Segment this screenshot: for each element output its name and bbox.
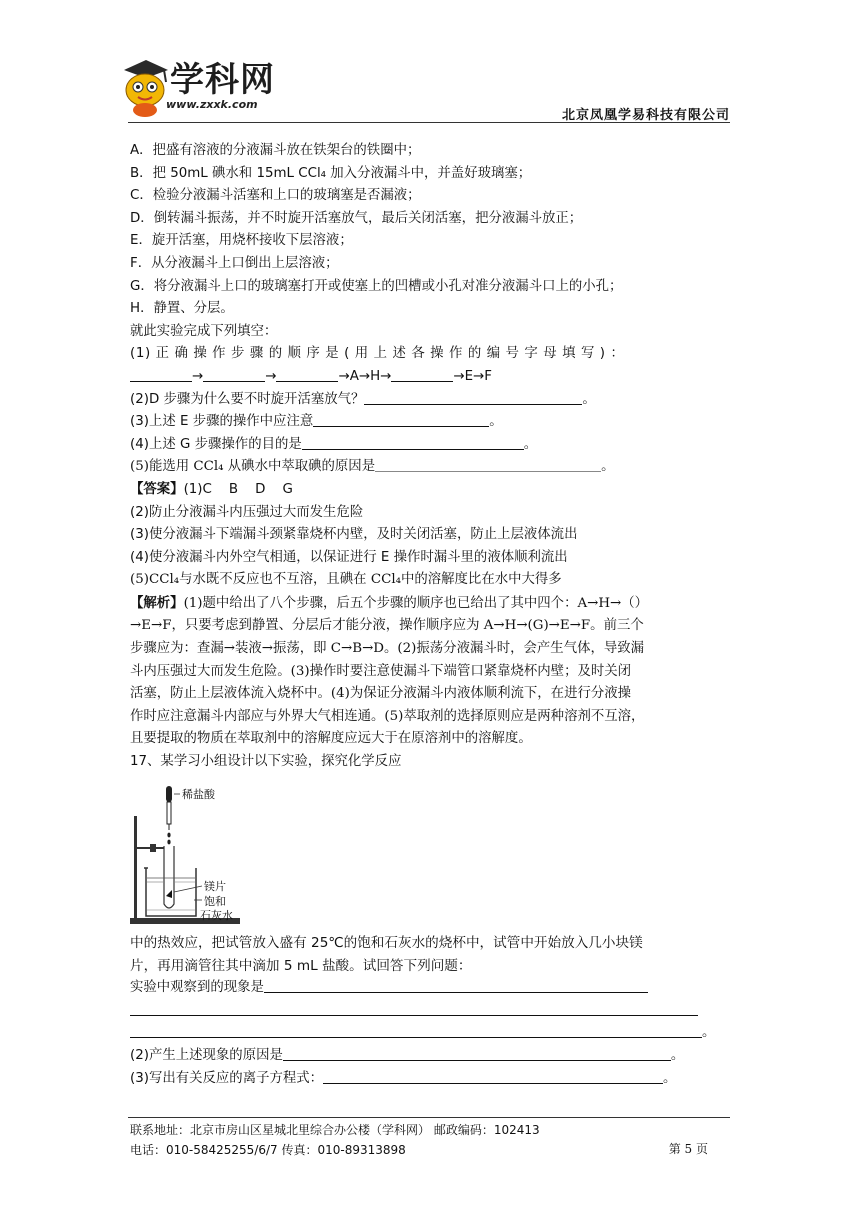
step-b: B．把 50mL 碘水和 15mL CCl₄ 加入分液漏斗中，并盖好玻璃塞； bbox=[130, 165, 532, 181]
observation-line-3: 。 bbox=[130, 1022, 730, 1045]
explanation-6: 作时应注意漏斗内部应与外界大气相连通。(5)萃取剂的选择原则应是两种溶剂不互溶， bbox=[130, 708, 645, 724]
label-magnesium: 镁片 bbox=[204, 880, 226, 893]
answer-2: (2)防止分液漏斗内压强过大而发生危险 bbox=[130, 504, 364, 520]
answer-blank[interactable] bbox=[323, 1069, 663, 1084]
explanation-7: 且要提取的物质在萃取剂中的溶解度应远大于在原溶剂中的溶解度。 bbox=[130, 731, 532, 747]
step-e: E．旋开活塞，用烧杯接收下层溶液； bbox=[130, 233, 353, 249]
question-1-sequence: → → →A→H→ →E→F bbox=[130, 366, 730, 389]
fill-intro: 就此实验完成下列填空： bbox=[130, 323, 278, 339]
footer-phone: 电话：010-58425255/6/7 传真：010-89313898 bbox=[130, 1143, 406, 1157]
explanation-3: 步骤应为：查漏→装液→振荡，即 C→B→D。(2)振荡分液漏斗时，会产生气体，导致漏 bbox=[130, 641, 645, 657]
explanation-2: →E→F，只要考虑到静置、分层后才能分液，操作顺序应为 A→H→(G)→E→F。前三个 bbox=[130, 618, 644, 634]
answer-blank[interactable] bbox=[264, 978, 648, 993]
explanation-1: 【解析】(1)题中给出了八个步骤，后五个步骤的顺序也已给出了其中四个：A→H→（） bbox=[130, 594, 649, 611]
answer-blank[interactable] bbox=[276, 367, 338, 382]
question-17-text-1: 中的热效应，把试管放入盛有 25℃的饱和石灰水的烧杯中，试管中开始放入几小块镁 bbox=[130, 935, 643, 951]
answer-blank[interactable] bbox=[391, 367, 453, 382]
question-17-text-2: 片，再用滴管往其中滴加 5 mL 盐酸。试回答下列问题： bbox=[130, 957, 472, 974]
footer-address: 联系地址：北京市房山区星城北里综合办公楼（学科网） 邮政编码：102413 bbox=[130, 1123, 540, 1137]
question-reason: (2)产生上述现象的原因是 。 bbox=[130, 1047, 685, 1063]
question-equation: (3)写出有关反应的离子方程式： 。 bbox=[130, 1070, 677, 1086]
footer-rule bbox=[128, 1117, 730, 1118]
question-5: (5)能选用 CCl₄ 从碘水中萃取碘的原因是 。 bbox=[130, 459, 615, 475]
question-1: (1) 正 确 操 作 步 骤 的 顺 序 是 ( 用 上 述 各 操 作 的 编 号 字 母 填 写 ) ： bbox=[130, 346, 625, 362]
label-saturated: 饱和 bbox=[204, 895, 226, 908]
question-2: (2)D 步骤为什么要不时旋开活塞放气？ 。 bbox=[130, 391, 596, 407]
logo-text: 学科网 bbox=[170, 60, 275, 100]
question-4: (4)上述 G 步骤操作的目的是 。 bbox=[130, 436, 538, 452]
answer-blank[interactable] bbox=[364, 390, 582, 405]
step-g: G．将分液漏斗上口的玻璃塞打开或使塞上的凹槽或小孔对准分液漏斗口上的小孔； bbox=[130, 278, 623, 294]
question-3: (3)上述 E 步骤的操作中应注意 。 bbox=[130, 414, 503, 430]
logo-url: www.zxxk.com bbox=[166, 98, 258, 111]
site-logo bbox=[118, 52, 288, 120]
experiment-diagram bbox=[128, 782, 248, 930]
header-rule bbox=[128, 122, 730, 123]
document-body bbox=[130, 140, 730, 774]
answer-4: (4)使分液漏斗内外空气相通，以保证进行 E 操作时漏斗里的液体顺利流出 bbox=[130, 549, 568, 565]
answer-blank[interactable] bbox=[130, 367, 192, 382]
question-17: 17、某学习小组设计以下实验，探究化学反应 bbox=[130, 754, 402, 770]
label-dilute-acid: 稀盐酸 bbox=[182, 788, 215, 801]
label-limewater: 石灰水 bbox=[200, 909, 233, 922]
explanation-5: 活塞，防止上层液体流入烧杯中。(4)为保证分液漏斗内液体顺利流下，在进行分液操 bbox=[130, 686, 632, 702]
step-c: C．检验分液漏斗活塞和上口的玻璃塞是否漏液； bbox=[130, 188, 421, 204]
answer-blank[interactable] bbox=[130, 1001, 698, 1016]
footer-info bbox=[130, 1120, 540, 1160]
answer-blank[interactable] bbox=[375, 457, 601, 472]
answer-blank[interactable] bbox=[302, 435, 524, 450]
step-d: D．倒转漏斗振荡，并不时旋开活塞放气，最后关闭活塞，把分液漏斗放正； bbox=[130, 210, 583, 226]
answer-1: 【答案】(1)C B D G bbox=[130, 481, 293, 497]
answer-5: (5)CCl₄与水既不反应也不互溶，且碘在 CCl₄中的溶解度比在水中大得多 bbox=[130, 572, 562, 588]
answer-blank[interactable] bbox=[283, 1046, 671, 1061]
question-17-body bbox=[130, 932, 730, 1090]
observation-line-2 bbox=[130, 1000, 730, 1023]
step-f: F．从分液漏斗上口倒出上层溶液； bbox=[130, 255, 339, 271]
answer-blank[interactable] bbox=[130, 1023, 702, 1038]
page-number: 第 5 页 bbox=[668, 1142, 708, 1156]
step-a: A．把盛有溶液的分液漏斗放在铁架台的铁圈中； bbox=[130, 143, 421, 158]
step-h: H．静置、分层。 bbox=[130, 301, 234, 317]
answer-3: (3)使分液漏斗下端漏斗颈紧靠烧杯内壁，及时关闭活塞，防止上层液体流出 bbox=[130, 527, 578, 543]
company-name: 北京凤凰学易科技有限公司 bbox=[561, 108, 730, 123]
explanation-4: 斗内压强过大而发生危险。(3)操作时要注意使漏斗下端管口紧靠烧杯内壁；及时关闭 bbox=[130, 663, 632, 679]
answer-blank[interactable] bbox=[313, 412, 489, 427]
observation-question: 实验中观察到的现象是 bbox=[130, 977, 730, 1000]
answer-blank[interactable] bbox=[203, 367, 265, 382]
